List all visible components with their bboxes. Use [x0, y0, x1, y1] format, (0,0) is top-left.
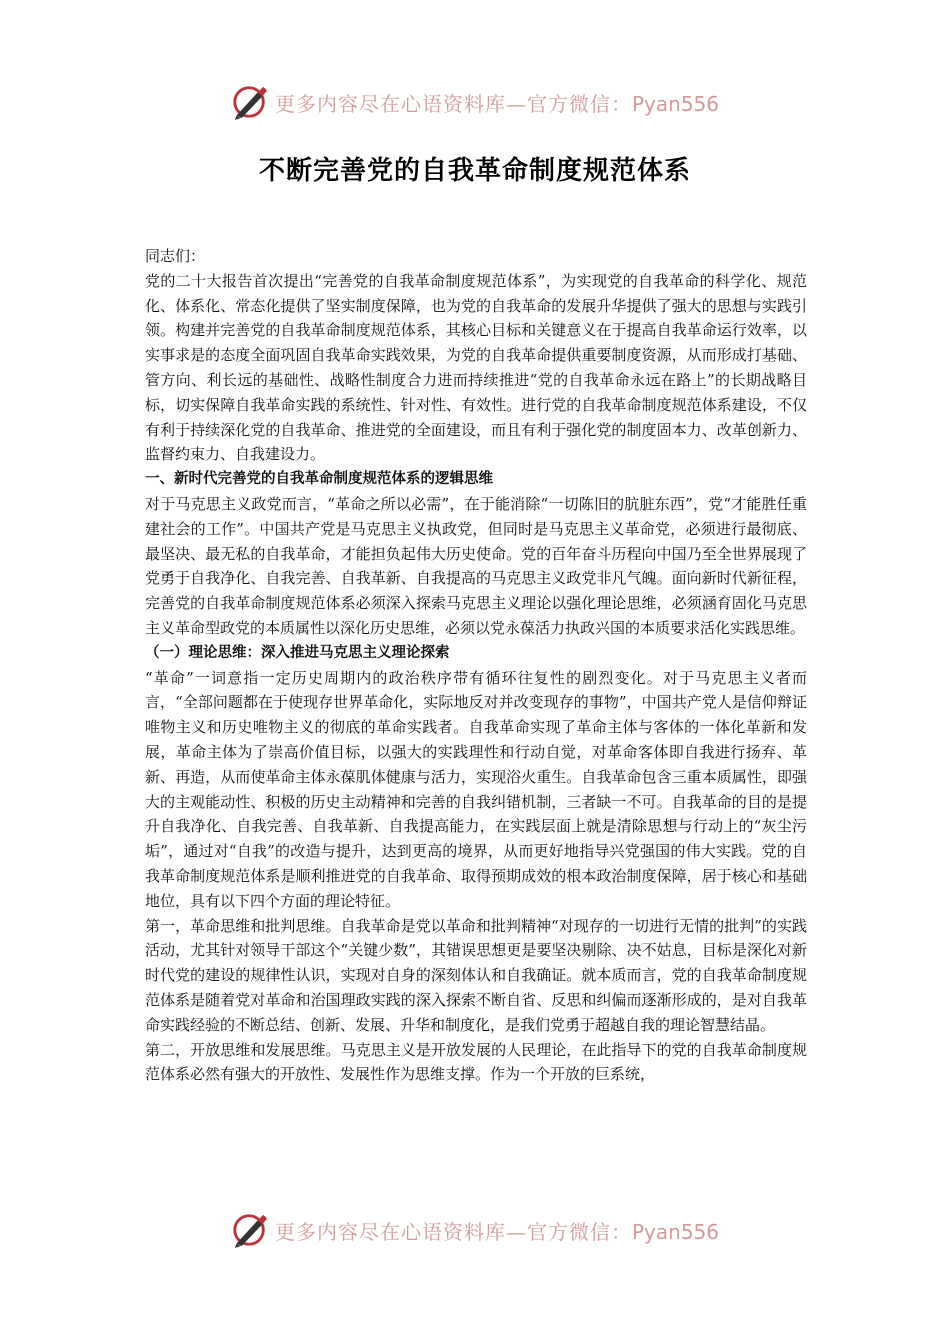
header-wechat-id: Pyan556	[631, 91, 719, 116]
paragraph: 第一，革命思维和批判思维。自我革命是党以革命和批判精神“对现存的一切进行无情的批判”的实践活动，尤其针对领导干部这个“关键少数”，其错误思想更是要坚决剔除、决不姑息，目标是深化对新时代党的建设的规律性认识，实现对自身的深刻体认和自我确证。就本质而言，党的自我革命制度规范体系是随着党对革命和治国理政实践的深入探索不断自省、反思和纠偏而逐渐形成的，是对自我革命实践经验的不断总结、创新、发展、升华和制度化，是我们党勇于超越自我的理论智慧结晶。	[145, 916, 807, 1034]
footer-banner	[0, 1208, 950, 1252]
pen-logo-icon	[231, 1211, 269, 1249]
document-title: 不断完善党的自我革命制度规范体系	[258, 156, 691, 186]
subsection-heading: （一）理论思维：深入推进马克思主义理论探索	[145, 644, 450, 661]
paragraph: “革命”一词意指一定历史周期内的政治秩序带有循环往复性的剧烈变化。对于马克思主义者而言，“全部问题都在于使现存世界革命化，实际地反对并改变现存的事物”，中国共产党人是信仰辩证唯物主义和历史唯物主义的彻底的革命实践者。自我革命实现了革命主体与客体的一体化革新和发展，革命主体为了崇高价值目标，以强大的实践理性和行动自觉，对革命客体即自我进行扬弃、革新、再造，从而使革命主体永葆肌体健康与活力，实现浴火重生。自我革命包含三重本质属性，即强大的主观能动性、积极的历史主动精神和完善的自我纠错机制，三者缺一不可。自我革命的目的是提升自我净化、自我完善、自我革新、自我提高能力，在实践层面上就是清除思想与行动上的“灰尘污垢”，通过对“自我”的改造与提升，达到更高的境界，从而更好地指导兴党强国的伟大实践。党的自我革命制度规范体系是顺利推进党的自我革命、取得预期成效的根本政治制度保障，居于核心和基础地位，具有以下四个方面的理论特征。	[145, 668, 807, 910]
footer-banner-text: 更多内容尽在心语资料库—官方微信：	[274, 1219, 632, 1244]
header-banner	[0, 80, 950, 124]
paragraph: 党的二十大报告首次提出“完善党的自我革命制度规范体系”，为实现党的自我革命的科学化、规范化、体系化、常态化提供了坚实制度保障，也为党的自我革命的发展升华提供了强大的思想与实践引领。构建并完善党的自我革命制度规范体系，其核心目标和关键意义在于提高自我革命运行效率，以实事求是的态度全面巩固自我革命实践效果，为党的自我革命提供重要制度资源，从而形成打基础、管方向、利长远的基础性、战略性制度合力进而持续推进“党的自我革命永远在路上”的长期战略目标，切实保障自我革命实践的系统性、针对性、有效性。进行党的自我革命制度规范体系建设，不仅有利于持续深化党的自我革命、推进党的全面建设，而且有利于强化党的制度固本力、改革创新力、监督约束力、自我建设力。	[145, 271, 807, 464]
greeting: 同志们：	[145, 247, 206, 265]
paragraph: 对于马克思主义政党而言，“革命之所以必需”，在于能消除“一切陈旧的肮脏东西”，党“才能胜任重建社会的工作”。中国共产党是马克思主义执政党，但同时是马克思主义革命党，必须进行最彻底、最坚决、最无私的自我革命，才能担负起伟大历史使命。党的百年奋斗历程向中国乃至全世界展现了党勇于自我净化、自我完善、自我革新、自我提高的马克思主义政党非凡气魄。面向新时代新征程，完善党的自我革命制度规范体系必须深入探索马克思主义理论以强化理论思维，必须涵育固化马克思主义革命型政党的本质属性以深化历史思维，必须以党永葆活力执政兴国的本质要求活化实践思维。	[145, 494, 807, 637]
pen-logo-icon	[231, 83, 269, 121]
section-heading: 一、新时代完善党的自我革命制度规范体系的逻辑思维	[145, 471, 493, 488]
footer-wechat-id: Pyan556	[631, 1219, 719, 1244]
header-banner-text: 更多内容尽在心语资料库—官方微信：	[274, 91, 632, 116]
paragraph: 第二，开放思维和发展思维。马克思主义是开放发展的人民理论，在此指导下的党的自我革命制度规范体系必然有强大的开放性、发展性作为思维支撑。作为一个开放的巨系统，	[145, 1040, 807, 1084]
document-body	[145, 244, 807, 1087]
